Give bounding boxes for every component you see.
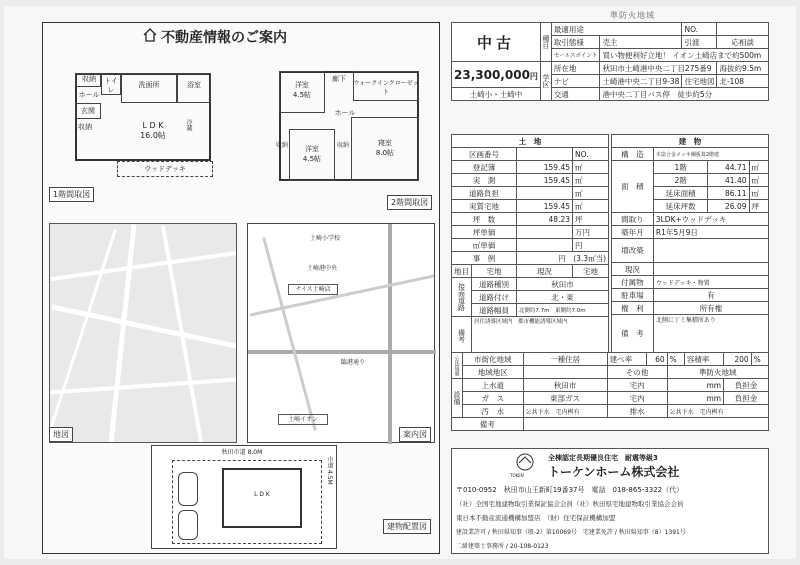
layout-caption: 建物配置図	[383, 519, 431, 534]
room-label: L D K	[254, 491, 270, 498]
zone-note: 準防火地域	[610, 11, 655, 20]
status-value	[653, 263, 768, 276]
genkyo-label: 現況	[516, 265, 572, 278]
far-pct: %	[751, 353, 768, 366]
bcr-value: 60	[646, 353, 667, 366]
built-label: 築年月	[612, 226, 654, 239]
company-assoc1: （社）全国宅地建物取引業保証協会会員（社）秋田県宅地建物取引業協会会員	[456, 500, 684, 508]
building-table	[611, 134, 769, 353]
category-label: 中古	[452, 23, 541, 62]
room-label: 収納	[275, 142, 288, 149]
map-label: 土崎小学校	[309, 235, 340, 242]
chimoku-label: 地目	[452, 265, 472, 278]
left-panel	[42, 22, 440, 554]
building-remarks-value: 北側に丁ミ集積所あり	[653, 315, 768, 353]
room-label: 4.5帖	[302, 155, 322, 163]
guide-map-caption: 案内図	[399, 427, 431, 442]
land-row: 登記簿 159.45 ㎡	[452, 161, 609, 174]
company-name: トーケンホーム株式会社	[548, 465, 680, 479]
land-row: ㎡単価 円	[452, 239, 609, 252]
company-assoc2: 東日本不動産流通機構加盟店 （財）住宅保証機構加盟	[456, 514, 616, 522]
area-row: 2階 41.40 ㎡	[612, 174, 769, 187]
land-remarks-value: 居住誘導区域内 都市機能誘導区域内	[472, 317, 609, 355]
housemap-value: 北-108	[717, 75, 769, 88]
area-map	[49, 223, 237, 443]
room-label: 収納	[82, 75, 96, 83]
far-value: 200	[724, 353, 752, 366]
regulations-table	[451, 352, 769, 431]
address-label: 所在地	[551, 62, 600, 75]
district-label: 地域地区	[463, 366, 524, 379]
company-footer	[451, 448, 769, 554]
navi-label: ナビ	[551, 75, 600, 88]
land-row: 坪 数 48.23 坪	[452, 213, 609, 226]
room-label: ホール	[78, 91, 100, 99]
area-map-caption: 地図	[49, 427, 73, 442]
bcr-pct: %	[667, 353, 684, 366]
room-label: トイレ	[104, 77, 118, 94]
land-section	[451, 134, 609, 355]
company-address: 〒010-0952 秋田市山王新町19番37号 電話 018-865-3322（代）	[456, 486, 684, 494]
room-label: ホール	[334, 109, 356, 117]
room-label: 収納	[336, 142, 349, 149]
parking-value: 有	[653, 289, 768, 302]
address-value: 秋田市土崎港中央二丁目275番9	[600, 62, 717, 75]
summary-table	[451, 22, 769, 101]
map-label: 土崎イオン	[278, 414, 328, 425]
far-label: 容積率	[684, 353, 723, 366]
room-label: ウッドデッキ	[144, 165, 186, 173]
sales-label: セールスポイント	[551, 49, 600, 62]
land-row: 実質宅地 159.45 ㎡	[452, 200, 609, 213]
map-label: ナイス土崎店	[288, 284, 338, 295]
extension-value	[653, 239, 768, 263]
room-label: 洗面所	[138, 81, 160, 89]
map-label: 臨港通り	[340, 359, 365, 366]
facility-row: ガ ス 東部ガス 宅内 mm 負担金	[452, 392, 769, 405]
room-label: 寝室	[378, 139, 392, 147]
house-icon	[143, 28, 157, 42]
fixtures-label: 付属物	[612, 276, 654, 289]
room-label: 洋室	[305, 145, 319, 153]
price-value: 23,300,000	[454, 67, 530, 82]
second-floor-plan	[275, 69, 425, 187]
status-label: 現況	[612, 263, 654, 276]
structure-label: 構 造	[612, 148, 654, 161]
deal-label: 取引態様	[551, 36, 600, 49]
type-label: 種目	[540, 23, 551, 62]
room-label: 廊下	[332, 75, 346, 83]
rights-label: 権 利	[612, 302, 654, 315]
land-row: 事 例 円 (3.3㎡当)	[452, 252, 609, 265]
land-row: 区画番号 NO.	[452, 148, 609, 161]
type-value: 最適用途	[551, 23, 682, 36]
city-label: 市街化地域	[463, 353, 524, 366]
elevation-value: 海抜約9.5m	[717, 62, 769, 75]
handover-value: 応相談	[717, 36, 769, 49]
land-remarks-label: 備考	[452, 317, 472, 355]
no-label: NO.	[682, 23, 717, 36]
land-row: 道路負担 ㎡	[452, 187, 609, 200]
rights-value: 所有権	[653, 302, 768, 315]
room-label: L D K	[142, 121, 164, 130]
reg-group-label: 公法規制	[452, 353, 463, 379]
company-logo-icon	[512, 453, 538, 475]
deal-value: 売主	[600, 36, 682, 49]
room-label: 収納	[78, 123, 92, 131]
area-row: 延床面積 86.11 ㎡	[612, 187, 769, 200]
price-cell	[452, 62, 541, 88]
first-floor-plan	[73, 69, 213, 181]
school-label: 学区	[540, 62, 551, 101]
land-table	[451, 134, 609, 355]
room-label: 洋室	[295, 81, 309, 89]
other-value: 準防火地域	[667, 366, 768, 379]
layout-top-label: 秋田市道 8.0M	[221, 449, 263, 456]
room-label: 16.0帖	[140, 131, 166, 140]
room-label: 浴室	[187, 81, 201, 89]
building-remarks-label: 備 考	[612, 315, 654, 353]
company-logo-text: TOKEN	[510, 473, 524, 478]
extension-label: 増改築	[612, 239, 654, 263]
first-floor-caption: 1階間取図	[49, 187, 94, 202]
land-row: 実 測 159.45 ㎡	[452, 174, 609, 187]
room-label: 玄関	[81, 107, 95, 115]
flyer-sheet	[4, 6, 796, 559]
reg-biko-label: 備考	[452, 418, 524, 431]
navi-value: 土崎港中央二丁目9-38	[600, 75, 682, 88]
chimoku-value: 宅地	[472, 265, 517, 278]
room-label: ウォークインクローゼット	[353, 80, 419, 96]
land-row: 坪単価 万円	[452, 226, 609, 239]
no-value	[717, 23, 769, 36]
sales-value: 買い物便利好立地！ イオン土崎店まで約500m	[600, 49, 769, 62]
handover-label: 引渡	[682, 36, 717, 49]
zone-value: 一種住居	[523, 353, 607, 366]
building-section	[611, 134, 769, 353]
structure-value: 木造合金メッキ鋼板葺2階建	[653, 148, 768, 161]
page-title: 不動産情報のご案内	[161, 30, 287, 46]
genkyo-value: 宅地	[573, 265, 609, 278]
room-label: 4.5帖	[292, 91, 312, 99]
second-floor-caption: 2階間取図	[387, 195, 432, 210]
road-row: 道路幅員 北側約7.7m 東側約7.0m	[452, 304, 609, 317]
right-panel	[451, 22, 769, 554]
land-title: 土 地	[452, 135, 609, 148]
layout-value: 3LDK+ウッドデッキ	[653, 213, 768, 226]
area-row: 延床坪数 26.09 坪	[612, 200, 769, 213]
room-label: 8.0帖	[375, 149, 395, 157]
transport-label: 交通	[551, 88, 600, 101]
company-tagline: 全棟認定長期優良住宅 耐震等級3	[548, 454, 658, 462]
other-label: その他	[607, 366, 667, 379]
built-value: R1年5月9日	[653, 226, 768, 239]
guide-map	[247, 223, 435, 443]
layout-label: 間取り	[612, 213, 654, 226]
transport-value: 港中央二丁目バス停 徒歩約5分	[600, 88, 769, 101]
facility-row: 設備 上水道 秋田市 宅内 mm 負担金	[452, 379, 769, 392]
site-layout-plan	[151, 445, 337, 549]
map-label: 土崎港中央	[306, 265, 337, 272]
layout-side-label: 市道 4.5M	[326, 456, 333, 485]
road-row: 道路付け 北・東	[452, 291, 609, 304]
building-title: 建 物	[612, 135, 769, 148]
road-row: 接面道路 道路種別 秋田市	[452, 278, 609, 291]
company-license2: 二級建築士事務所 / 20-108-0123	[456, 543, 549, 550]
company-license1: 建設業許可 / 秋田県知事（般-2）第10069号 宅建業免許 / 秋田県知事（8）1391号	[456, 529, 686, 536]
area-row: 面 積 1階 44.71 ㎡	[612, 161, 769, 174]
bcr-label: 建ぺ率	[607, 353, 646, 366]
room-label: 冷蔵	[185, 119, 192, 131]
school-value: 土崎小・土崎中	[452, 88, 541, 101]
price-unit: 円	[529, 71, 538, 81]
fixtures-value: ウッドデッキ・物置	[653, 276, 768, 289]
housemap-label: 住宅地図	[682, 75, 717, 88]
facility-row: 汚 水 公共下水 宅内桝有 排水 公共下水 宅内桝有	[452, 405, 769, 418]
parking-label: 駐車場	[612, 289, 654, 302]
